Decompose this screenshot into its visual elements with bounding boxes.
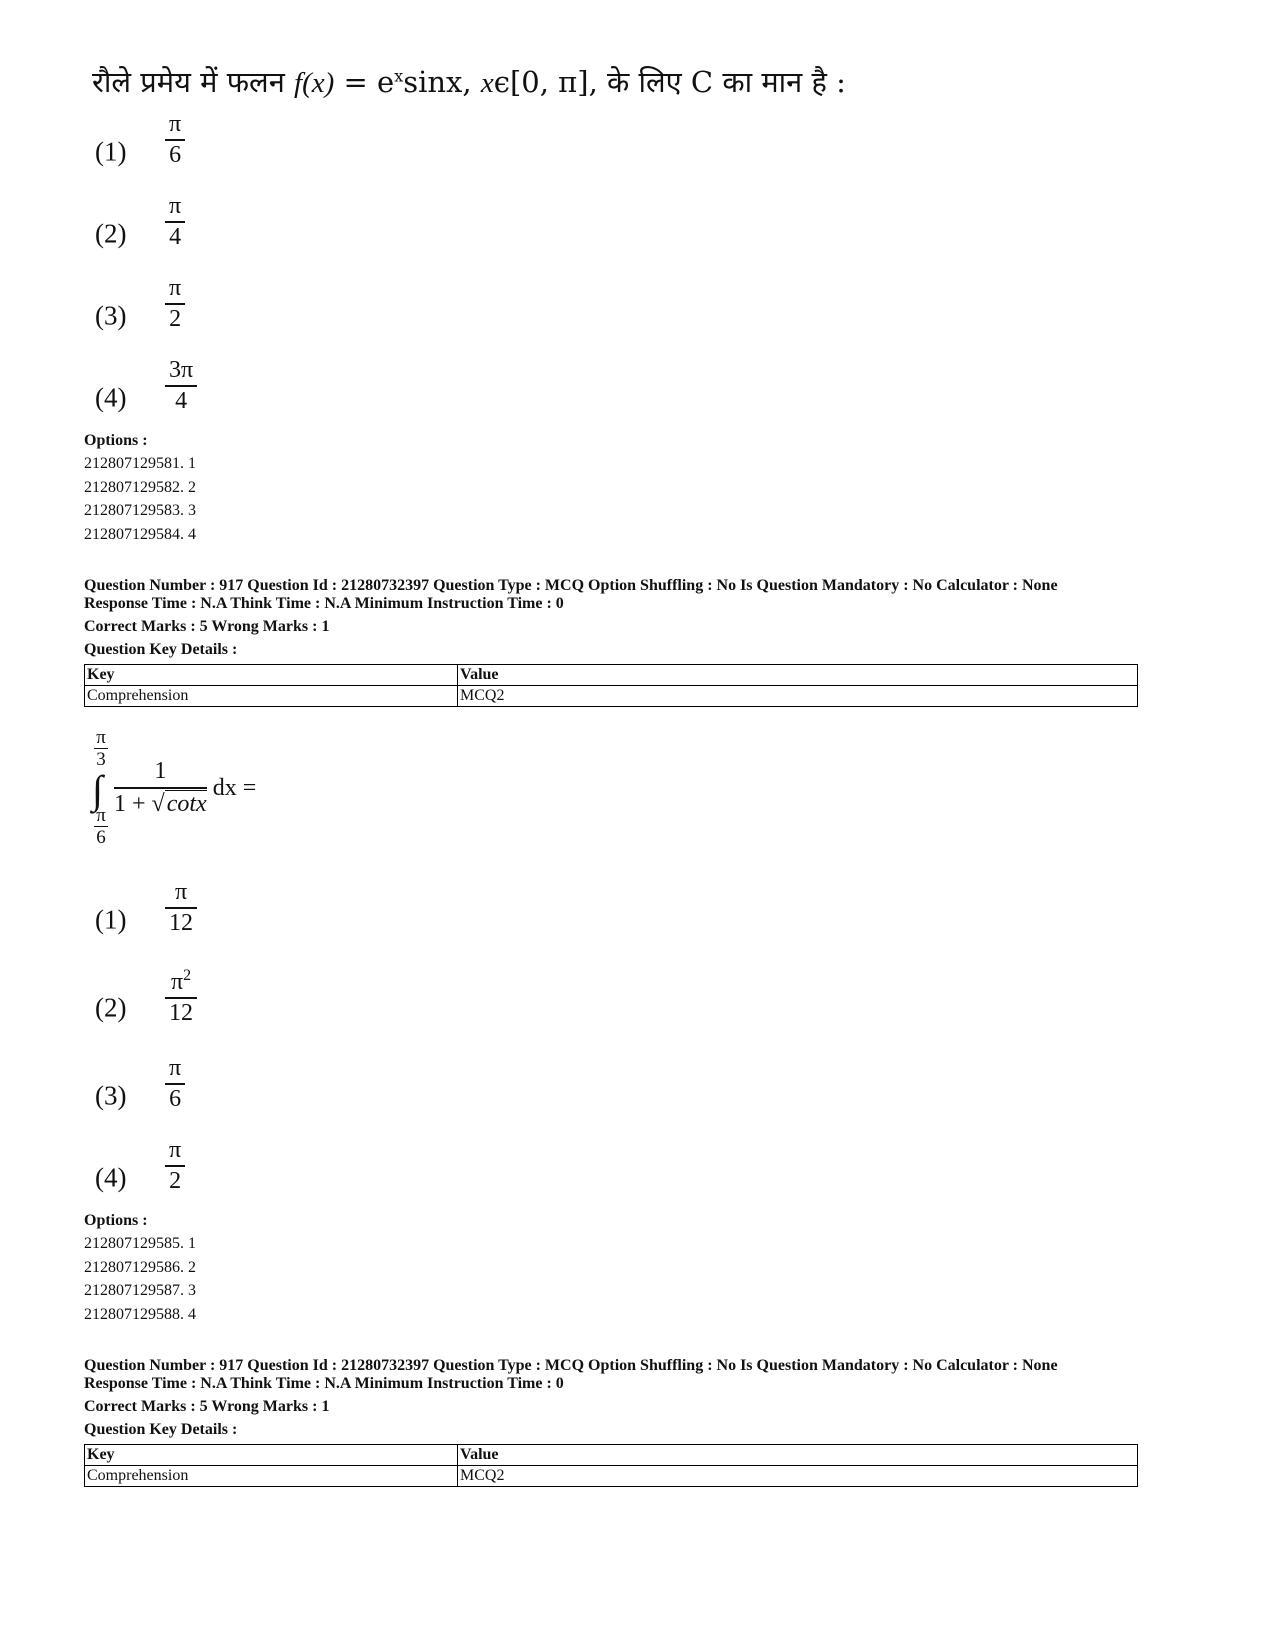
choice-fraction [165,880,197,936]
question-2-integral [92,728,292,858]
numerator: π [169,193,182,219]
numerator [167,968,195,995]
meta-line-2: Response Time : N.A Think Time : N.A Minimum Instruction Time : 0 [84,595,564,612]
q1-options-label: Options : [84,432,148,449]
denominator: 12 [169,1000,193,1027]
numerator-text: π [174,879,188,905]
cell-value: MCQ2 [458,686,1138,707]
option-item: 212807129587. 3 [84,1282,196,1299]
table-row [85,1466,1138,1487]
header-key: Key [85,1445,458,1466]
question-meta-2 [84,1357,1058,1393]
option-item: 212807129582. 2 [84,478,196,496]
integral-sign: ∫ [92,767,103,812]
meta-line-1: Question Number : 917 Question Id : 21280732397 Question Type : MCQ Option Shuffling : No Is Question Mandatory : No Calculator : None [84,577,1058,594]
option-item: 212807129586. 2 [84,1258,196,1276]
header-key: Key [85,665,458,686]
choice-fraction [165,194,185,250]
q1-suffix: , के लिए C का मान है : [588,65,846,99]
q1-equals: = e [334,65,395,99]
key-details-table [84,664,1138,707]
numerator [171,880,191,905]
choice-fraction [165,112,185,168]
table-row [85,686,1138,707]
q1-func-rest: sinx, [403,65,481,99]
den-sqrt: cotx [166,791,207,817]
question-1-text [92,62,846,101]
key-details-label: Question Key Details : [84,641,238,658]
choice-number: (2) [95,218,127,249]
choice-fraction [165,358,197,414]
q1-prefix: रौले प्रमेय में फलन [92,65,295,99]
den-prefix: 1 + √ [114,791,165,817]
choice-number: (1) [95,904,127,935]
denominator: 2 [169,306,182,333]
lower-numerator: π [96,805,106,826]
denominator: 4 [175,388,188,415]
numerator [165,1056,185,1081]
option-item: 212807129585. 1 [84,1235,196,1252]
denominator: 4 [169,224,182,251]
q1-function: f(x) [294,67,335,99]
meta-line-1: Question Number : 917 Question Id : 21280732397 Question Type : MCQ Option Shuffling : No Is Question Mandatory : No Calculator : None [84,1357,1058,1374]
integral-lower-limit [94,806,108,847]
q1-exponent: x [394,66,404,86]
numerator [165,1138,185,1163]
key-details-label: Question Key Details : [84,1421,238,1438]
numerator-text: π [169,1055,182,1081]
dx-equals: dx = [212,774,257,801]
option-item: 212807129581. 1 [84,455,196,472]
key-details-table [84,1444,1138,1487]
numerator-exponent: 2 [183,967,192,984]
upper-denominator: 3 [96,749,106,770]
header-value: Value [458,665,1138,686]
choice-fraction [165,968,197,1026]
marks-line: Correct Marks : 5 Wrong Marks : 1 [84,618,330,635]
choice-number: (1) [95,136,127,167]
q1-domain-var: x [480,67,494,99]
choice-number: (2) [95,992,127,1023]
numerator: π [169,111,182,137]
question-meta-1 [84,577,1058,613]
choice-fraction [165,276,185,332]
q1-domain: ϵ[0, π] [493,65,589,99]
numerator: π [169,275,182,301]
option-item: 212807129583. 3 [84,502,196,519]
table-header-row [85,665,1138,686]
upper-numerator: π [96,727,106,748]
integrand-numerator: 1 [154,758,167,784]
cell-key: Comprehension [85,686,458,707]
choice-number: (3) [95,1080,127,1111]
integral-upper-limit [94,728,108,769]
choice-number: (4) [95,1162,127,1193]
denominator: 6 [169,1086,182,1113]
integrand-denominator [114,791,207,818]
numerator-text: π [169,1137,182,1163]
integrand [114,758,256,818]
choice-fraction [165,1056,185,1112]
choice-number: (3) [95,300,127,331]
q1-options-list [84,452,196,546]
choice-number: (4) [95,382,127,413]
lower-denominator: 6 [96,827,106,848]
header-value: Value [458,1445,1138,1466]
choice-fraction [165,1138,185,1194]
option-item: 212807129584. 4 [84,525,196,543]
cell-value: MCQ2 [458,1466,1138,1487]
option-item: 212807129588. 4 [84,1305,196,1323]
q2-options-list [84,1232,196,1326]
table-header-row [85,1445,1138,1466]
meta-line-2: Response Time : N.A Think Time : N.A Minimum Instruction Time : 0 [84,1375,564,1392]
denominator: 2 [169,1168,182,1195]
marks-line: Correct Marks : 5 Wrong Marks : 1 [84,1398,330,1415]
cell-key: Comprehension [85,1466,458,1487]
numerator-text: π [170,969,184,995]
q2-options-label: Options : [84,1212,148,1229]
denominator: 6 [169,142,182,169]
numerator: 3π [169,357,194,383]
denominator: 12 [169,910,193,937]
integrand-fraction [114,758,207,818]
